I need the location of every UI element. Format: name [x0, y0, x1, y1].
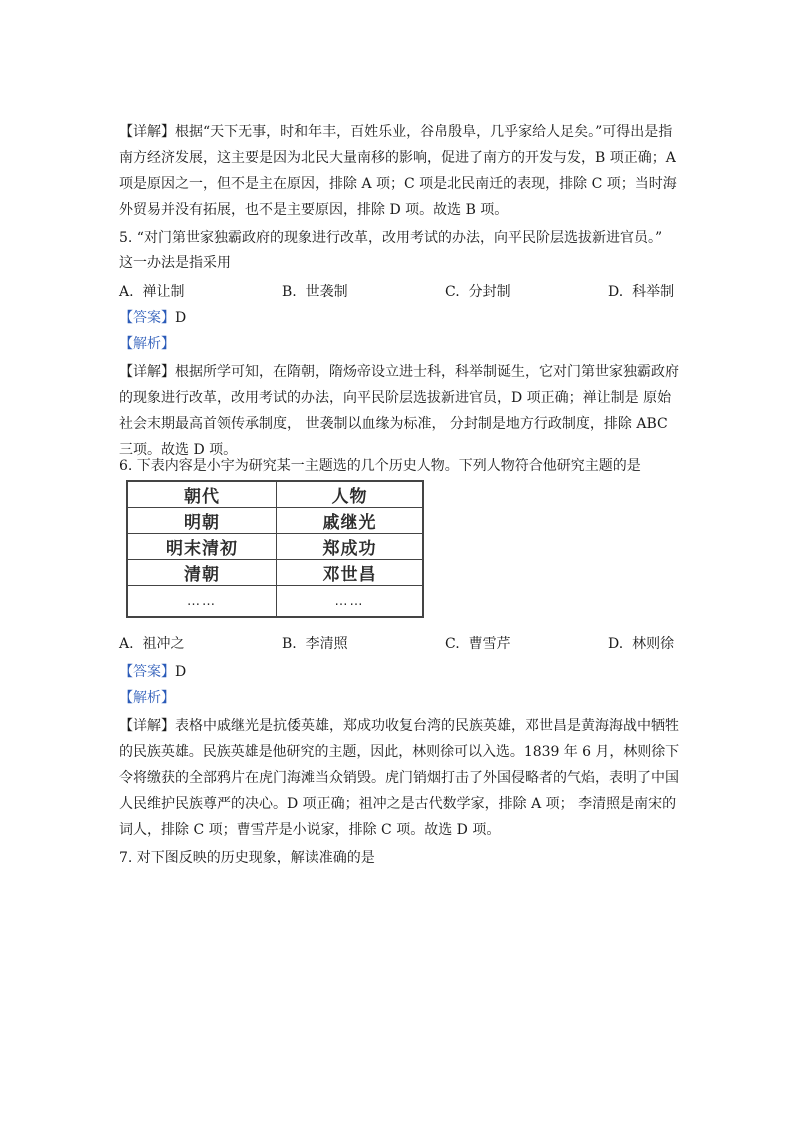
table-row [127, 586, 423, 618]
q5-detail-line-2: 的现象进行改革，改用考试的办法，向平民阶层选拔新进官员，D 项正确；禅让制是 原始 [119, 390, 672, 406]
table-cell-person: 郑成功 [277, 534, 424, 560]
table-row [127, 560, 423, 586]
q6-stem: 6. 下表内容是小宇为研究某一主题选的几个历史人物。下列人物符合他研究主题的是 [119, 458, 641, 474]
q5-detail-line-4: 三项。故选 D 项。 [119, 442, 238, 458]
q6-answer [119, 662, 679, 684]
q6-detail-line-1: 【详解】表格中戚继光是抗倭英雄，郑成功收复台湾的民族英雄，邓世昌是黄海海战中牺牲 [119, 718, 679, 734]
q6-option-d: D. 林则徐 [608, 636, 675, 652]
q5-option-c: C. 分封制 [445, 284, 511, 300]
q5-stem-line-1: 5. “对门第世家独霸政府的现象进行改革，改用考试的办法，向平民阶层选拔新进官员。” [119, 230, 663, 246]
q5-answer-value: D [175, 310, 187, 326]
q6-detail-line-4: 人民维护民族尊严的决心。D 项正确；祖冲之是古代数学家，排除 A 项； 李清照是南宋的 [119, 796, 677, 812]
table-cell-dynasty: 明末清初 [127, 534, 277, 560]
q6-detail-line-2: 的民族英雄。民族英雄是他研究的主题，因此，林则徐可以入选。1839 年 6 月，林则徐下 [119, 744, 680, 760]
table-cell-person: 戚继光 [277, 508, 424, 534]
q5-answer [119, 308, 679, 330]
q5-option-d: D. 科举制 [608, 284, 675, 300]
q7-stem: 7. 对下图反映的历史现象，解读准确的是 [119, 850, 375, 866]
table-header-row [127, 481, 423, 508]
table-cell-dynasty: 明朝 [127, 508, 277, 534]
q5-analysis-label: 【解析】 [119, 336, 175, 352]
q6-detail-line-3: 令将缴获的全部鸦片在虎门海滩当众销毁。虎门销烟打击了外国侵略者的气焰，表明了中国 [119, 770, 679, 786]
intro-line-4: 外贸易并没有拓展，也不是主要原因，排除 D 项。故选 B 项。 [119, 202, 509, 218]
q6-answer-label: 【答案】 [119, 664, 175, 680]
table-row [127, 508, 423, 534]
q6-option-b: B. 李清照 [282, 636, 348, 652]
intro-line-1: 【详解】根据“天下无事，时和年丰，百姓乐业，谷帛殷阜，几乎家给人足矣。”可得出是指 [119, 124, 673, 140]
intro-line-2: 南方经济发展，这主要是因为北民大量南移的影响，促进了南方的开发与发，B 项正确；A [119, 150, 676, 166]
q6-table [126, 480, 424, 618]
q5-answer-label: 【答案】 [119, 310, 175, 326]
q6-answer-value: D [175, 664, 187, 680]
q6-detail-line-5: 词人，排除 C 项；曹雪芹是小说家，排除 C 项。故选 D 项。 [119, 822, 501, 838]
q5-stem-line-2: 这一办法是指采用 [119, 255, 231, 271]
q6-analysis-label: 【解析】 [119, 690, 175, 706]
table-cell-person: 邓世昌 [277, 560, 424, 586]
table-cell-dynasty: 清朝 [127, 560, 277, 586]
q5-detail-line-1: 【详解】根据所学可知，在隋朝，隋炀帝设立进士科，科举制诞生，它对门第世家独霸政府 [119, 364, 679, 380]
q5-options [119, 282, 679, 304]
table-row [127, 534, 423, 560]
q5-option-b: B. 世袭制 [282, 284, 348, 300]
table-cell-ellipsis: …… [277, 586, 424, 618]
q6-option-a: A. 祖冲之 [119, 636, 185, 652]
intro-line-3: 项是原因之一，但不是主在原因，排除 A 项；C 项是北民南迁的表现，排除 C 项；当时海 [119, 176, 677, 192]
q5-detail-line-3: 社会末期最高首领传承制度， 世袭制以血缘为标准， 分封制是地方行政制度，排除 ABC [119, 416, 668, 432]
q5-option-a: A. 禅让制 [119, 284, 185, 300]
table-header-person: 人物 [277, 481, 424, 508]
q6-options [119, 634, 679, 656]
table-cell-ellipsis: …… [127, 586, 277, 618]
q6-option-c: C. 曹雪芹 [445, 636, 511, 652]
table-header-dynasty: 朝代 [127, 481, 277, 508]
